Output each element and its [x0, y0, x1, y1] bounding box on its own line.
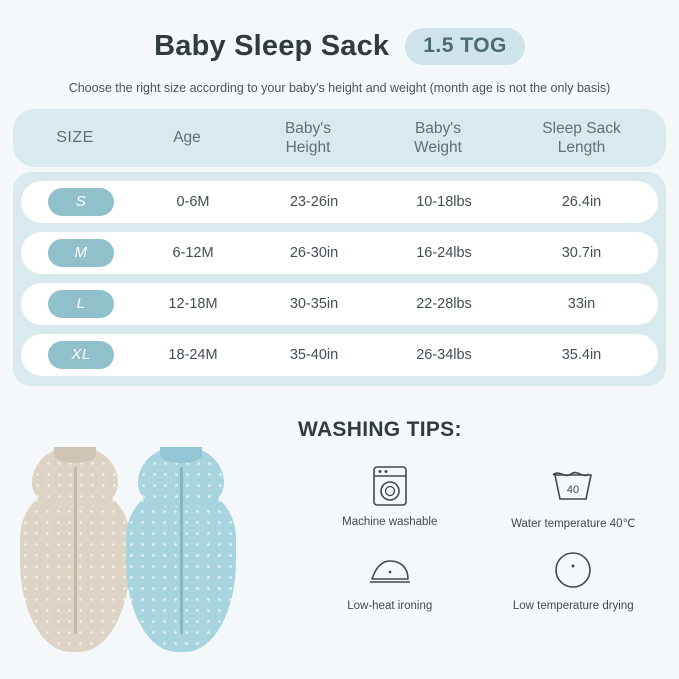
washing-tips-grid — [298, 460, 665, 612]
cell-age: 18-24M — [168, 347, 218, 363]
cell-height: 30-35in — [289, 296, 339, 312]
size-table — [13, 109, 666, 386]
size-pill: S — [48, 188, 114, 216]
column-header-height — [243, 119, 373, 158]
header — [0, 0, 679, 65]
column-header-weight — [373, 119, 503, 158]
tip-machine-washable — [298, 460, 482, 530]
product-image — [14, 408, 284, 658]
column-header-height-line2: Height — [285, 139, 331, 156]
tip-water-temperature — [482, 460, 666, 530]
cell-length: 30.7in — [561, 245, 602, 261]
tog-badge: 1.5 TOG — [405, 28, 525, 65]
column-header-age-line1: Age — [173, 129, 201, 147]
cell-age: 6-12M — [172, 245, 214, 261]
tip-label: Low-heat ironing — [347, 600, 433, 612]
column-header-age — [131, 128, 243, 147]
tip-label: Machine washable — [342, 516, 438, 528]
subtitle: Choose the right size according to your baby's height and weight (month age is not the only basis) — [68, 81, 611, 95]
cell-size — [25, 341, 137, 369]
size-pill: L — [48, 290, 114, 318]
tip-label: Water temperature 40℃ — [511, 518, 636, 530]
washing-tips-title: WASHING TIPS: — [298, 418, 462, 441]
size-pill: XL — [48, 341, 114, 369]
washing-machine-icon — [370, 460, 410, 512]
page-title: Baby Sleep Sack — [154, 30, 390, 62]
cell-height: 26-30in — [289, 245, 339, 261]
column-header-length-line1: Sleep Sack — [542, 119, 621, 137]
cell-length: 26.4in — [561, 194, 602, 210]
column-header-weight-line2: Weight — [414, 139, 462, 156]
cell-weight: 16-24lbs — [416, 245, 472, 261]
column-header-length-line2: Length — [557, 139, 606, 156]
cell-length: 35.4in — [561, 347, 602, 363]
beige-sleep-sack — [20, 447, 130, 652]
table-row — [21, 181, 658, 223]
size-pill: M — [48, 239, 114, 267]
cell-length: 33in — [567, 296, 596, 312]
cell-weight: 26-34lbs — [416, 347, 472, 363]
column-header-size-line1: SIZE — [56, 129, 94, 146]
column-header-height-line1: Baby's — [284, 119, 332, 137]
cell-weight: 22-28lbs — [416, 296, 472, 312]
tip-low-temperature-drying — [482, 544, 666, 612]
low-temperature-drying-icon — [552, 544, 594, 596]
water-temp-value: 40 — [567, 484, 580, 496]
cell-height: 23-26in — [289, 194, 339, 210]
blue-sleep-sack — [126, 447, 236, 652]
low-heat-iron-icon — [364, 544, 416, 596]
table-row — [21, 334, 658, 376]
table-row — [21, 232, 658, 274]
lower-section — [0, 408, 679, 658]
cell-size — [25, 290, 137, 318]
cell-height: 35-40in — [289, 347, 339, 363]
washing-tips-section — [284, 408, 665, 658]
cell-size — [25, 188, 137, 216]
column-header-length — [503, 119, 660, 158]
tip-label: Low temperature drying — [512, 600, 634, 612]
table-body — [13, 172, 666, 386]
table-row — [21, 283, 658, 325]
table-header-row — [13, 109, 666, 167]
water-temperature-icon — [549, 460, 597, 512]
tip-low-heat-ironing — [298, 544, 482, 612]
column-header-weight-line1: Baby's — [414, 119, 462, 137]
cell-size — [25, 239, 137, 267]
cell-age: 12-18M — [168, 296, 218, 312]
column-header-size — [19, 128, 131, 148]
cell-age: 0-6M — [176, 194, 210, 210]
cell-weight: 10-18lbs — [416, 194, 472, 210]
